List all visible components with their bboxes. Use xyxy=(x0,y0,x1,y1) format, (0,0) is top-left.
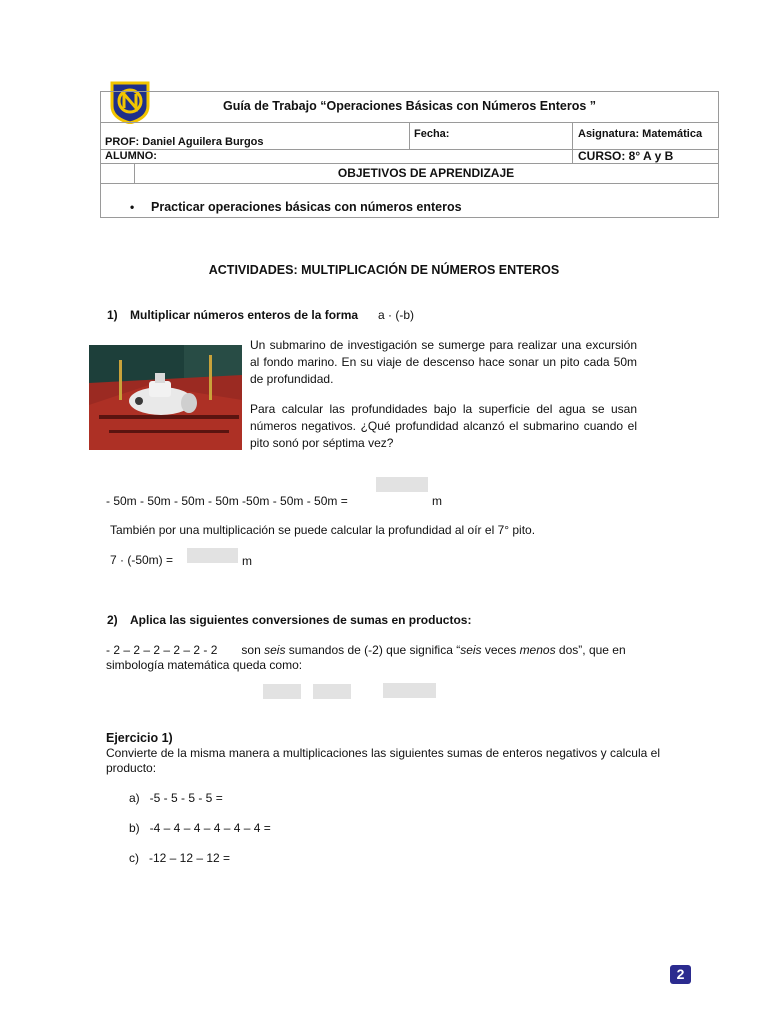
product-unit: m xyxy=(242,554,252,568)
sum-unit: m xyxy=(432,494,442,508)
worksheet-title: Guía de Trabajo “Operaciones Básicas con Números Enteros ” xyxy=(222,99,597,113)
page-number-badge: 2 xyxy=(670,965,691,984)
activities-title: ACTIVIDADES: MULTIPLICACIÓN DE NÚMEROS ENTEROS xyxy=(208,263,560,277)
objetivo-bullet: • xyxy=(130,200,135,214)
conversion-line-2: simbología matemática queda como: xyxy=(106,658,303,672)
exercise-instructions: Convierte de la misma manera a multiplicaciones las siguientes sumas de enteros negativos y calcula el producto: xyxy=(106,746,660,775)
answer-blank-factor-2[interactable] xyxy=(313,684,351,699)
objetivo-item: Practicar operaciones básicas con números enteros xyxy=(151,200,462,214)
product-expression: 7 · (-50m) = xyxy=(110,553,174,567)
exercise-item-a: a) -5 - 5 - 5 - 5 = xyxy=(129,791,223,805)
also-text: También por una multiplicación se puede calcular la profundidad al oír el 7° pito. xyxy=(110,523,536,537)
answer-blank-result[interactable] xyxy=(383,683,436,698)
alumno-label: ALUMNO: xyxy=(105,150,157,162)
seis-word: seis xyxy=(264,643,286,657)
section2-heading: Aplica las siguientes conversiones de sumas en productos: xyxy=(130,613,472,627)
answer-blank-product[interactable] xyxy=(187,548,238,563)
fecha-label: Fecha: xyxy=(414,128,450,140)
exercise-item-c: c) -12 – 12 – 12 = xyxy=(129,851,231,865)
son-word: son xyxy=(241,643,261,657)
exercise-item-b: b) -4 – 4 – 4 – 4 – 4 – 4 = xyxy=(129,821,271,835)
conversion-line: - 2 – 2 – 2 – 2 – 2 - 2 son seis sumandos de (-2) que significa “seis veces menos dos”, que en xyxy=(106,643,626,657)
section1-form: a · (-b) xyxy=(378,308,414,322)
asignatura-label: Asignatura: Matemática xyxy=(578,128,703,140)
conversion-sum: - 2 – 2 – 2 – 2 – 2 - 2 xyxy=(106,643,218,657)
section1-para2: Para calcular las profundidades bajo la superficie del agua se usan números negativos. ¿Qué profundidad alcanzó el submarino cuando el pito sonó por séptima vez? xyxy=(250,402,637,450)
answer-blank-sum[interactable] xyxy=(376,477,428,492)
prof-label: PROF: Daniel Aguilera Burgos xyxy=(105,136,264,148)
section1-heading: Multiplicar números enteros de la forma xyxy=(130,308,359,322)
curso-label: CURSO: 8° A y B xyxy=(578,149,674,163)
submarine-photo xyxy=(89,345,242,450)
section1-number: 1) xyxy=(107,308,118,322)
answer-blank-factor-1[interactable] xyxy=(263,684,301,699)
exercise-title: Ejercicio 1) xyxy=(106,731,173,745)
section2-number: 2) xyxy=(107,613,118,627)
section1-para1: Un submarino de investigación se sumerge para realizar una excursión al fondo marino. En su viaje de descenso hace sonar un pito cada 50m de profundidad. xyxy=(250,338,637,386)
sum-expression: - 50m - 50m - 50m - 50m -50m - 50m - 50m = xyxy=(106,494,348,508)
objetivos-title: OBJETIVOS DE APRENDIZAJE xyxy=(337,166,515,180)
